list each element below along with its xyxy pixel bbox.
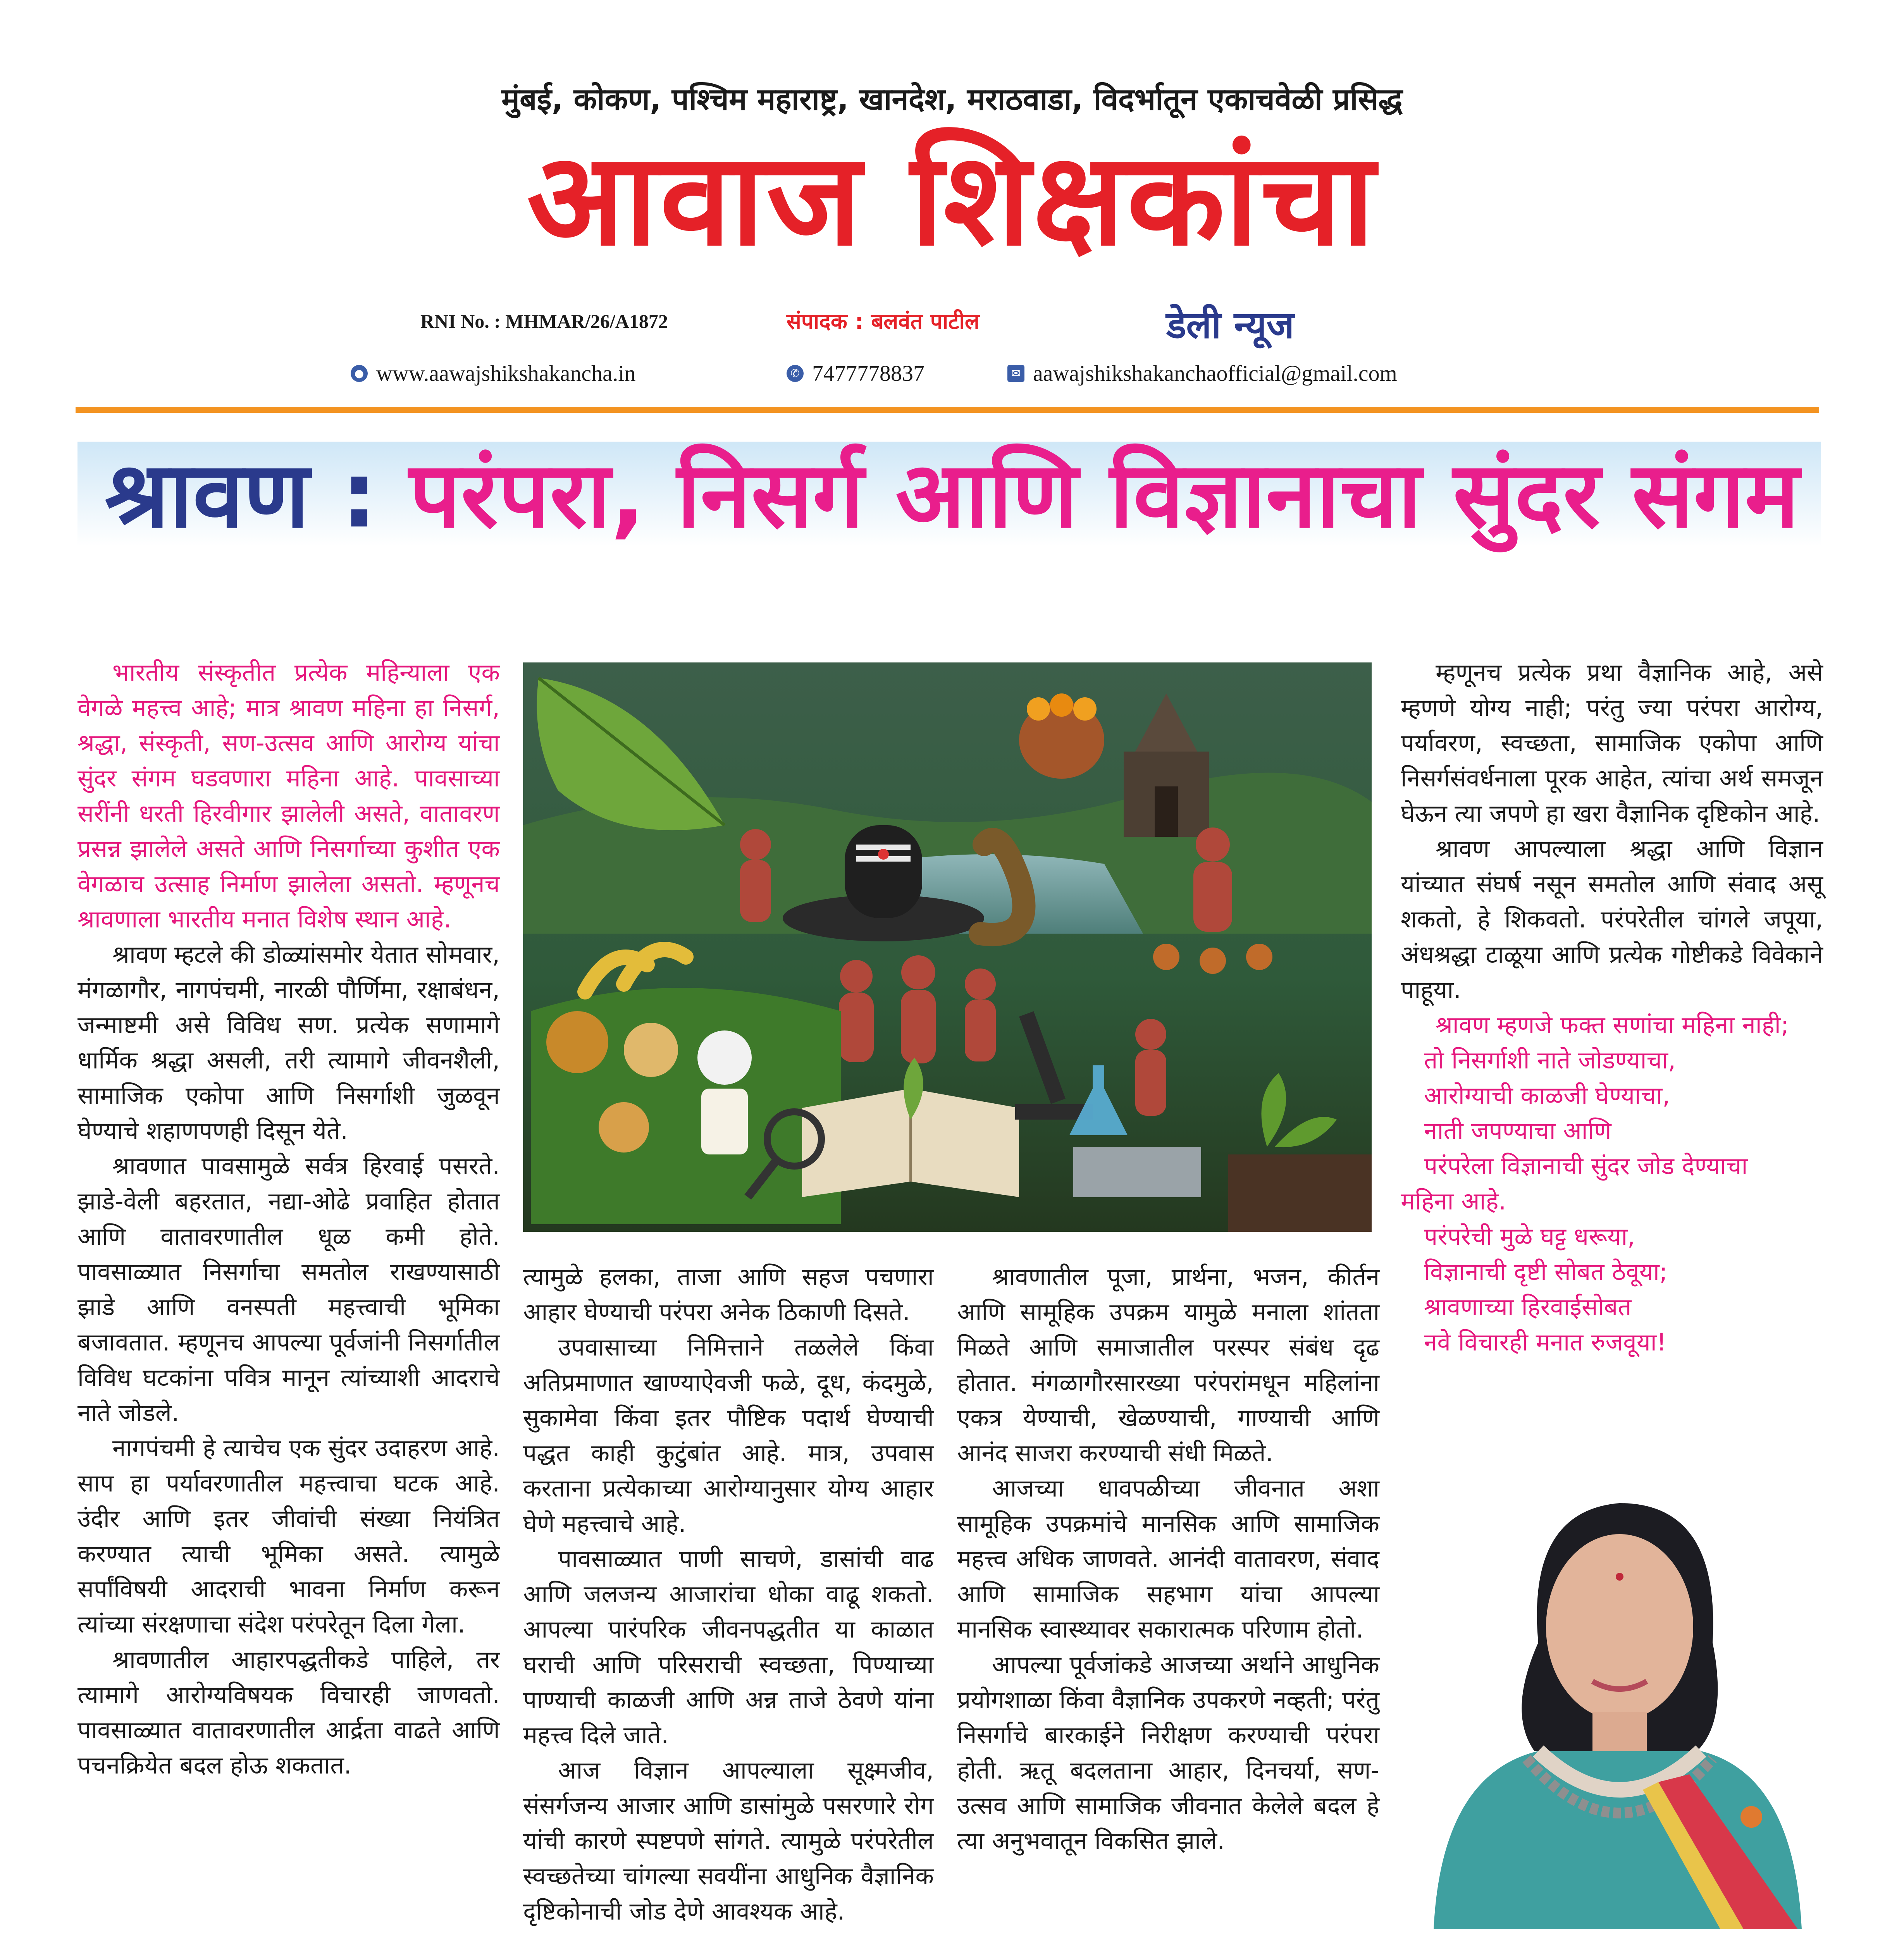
article-paragraph: श्रावणातील पूजा, प्रार्थना, भजन, कीर्तन आणि सामूहिक उपक्रम यामुळे मनाला शांतता मिळते आणि समाजातील परस्पर संबंध दृढ होतात. मंगळागौरसारख्या परंपरांमधून महिलांना एकत्र येण्याची, खेळण्याची, गाण्याची आणि आनंद साजरा करण्याची संधी मिळते. <box>957 1263 1379 1467</box>
closing-tail: महिना आहे. <box>1401 1187 1506 1215</box>
masthead-tagline: मुंबई, कोकण, पश्चिम महाराष्ट्र, खानदेश, मराठवाडा, विदर्भातून एकाचवेळी प्रसिद्ध <box>501 82 1403 117</box>
article-illustration <box>523 662 1372 1232</box>
phone-number[interactable]: 7477778837 <box>812 361 924 386</box>
article-paragraph: श्रावणात पावसामुळे सर्वत्र हिरवाई पसरते. झाडे-वेली बहरतात, नद्या-ओढे प्रवाहित होतात आणि वातावरणातील धूळ कमी होते. पावसाळ्यात निसर्गाचा समतोल राखण्यासाठी झाडे आणि वनस्पती महत्त्वाची भूमिका बजावतात. म्हणूनच आपल्या पूर्वजांनी निसर्गातील विविध घटकांना पवित्र मानून त्यांच्याशी आदराचे नाते जोडले. <box>77 1152 500 1427</box>
headline-part-1: श्रावण : <box>105 442 378 548</box>
poem-line: श्रावणाच्या हिरवाईसोबत <box>1424 1293 1632 1321</box>
article-paragraph: श्रावण आपल्याला श्रद्धा आणि विज्ञान यांच्यात संघर्ष नसून समतोल आणि संवाद असू शकतो, हे शिकवतो. परंपरेतील चांगले जपूया, अंधश्रद्धा टाळूया आणि प्रत्येक गोष्टीकडे विवेकाने पाहूया. <box>1401 834 1823 1004</box>
email-address[interactable]: aawajshikshakanchaofficial@gmail.com <box>1033 361 1397 386</box>
closing-line: नाती जपण्याचा आणि <box>1424 1116 1611 1145</box>
article-paragraph: आपल्या पूर्वजांकडे आजच्या अर्थाने आधुनिक प्रयोगशाळा किंवा वैज्ञानिक उपकरणे नव्हती; परंतु निसर्गाचे बारकाईने निरीक्षण करण्याची परंपरा होती. ऋतू बदलताना आहार, दिनचर्या, सण-उत्सव आणि सामाजिक जीवनात केलेले बदल हे त्या अनुभवातून विकसित झाले. <box>957 1650 1379 1855</box>
closing-line: तो निसर्गाशी नाते जोडण्याचा, <box>1424 1046 1676 1074</box>
article-paragraph: आज विज्ञान आपल्याला सूक्ष्मजीव, संसर्गजन्य आजार आणि डासांमुळे पसरणारे रोग यांची कारणे स्पष्टपणे सांगते. त्यामुळे परंपरेतील स्वच्छतेच्या चांगल्या सवयींना आधुनिक वैज्ञानिक दृष्टिकोनाची जोड देणे आवश्यक आहे. <box>523 1756 934 1925</box>
editor-credit: संपादक : बलवंत पाटील <box>787 309 980 334</box>
article-paragraph: नागपंचमी हे त्याचेच एक सुंदर उदाहरण आहे. साप हा पर्यावरणातील महत्त्वाचा घटक आहे. उंदीर आणि इतर जीवांची संख्या नियंत्रित करण्यात त्याची भूमिका असते. त्यामुळे सर्पांविषयी आदराची भावना निर्माण करून त्यांच्या संरक्षणाचा संदेश परंपरेतून दिला गेला. <box>77 1434 500 1638</box>
website-contact[interactable] <box>351 360 635 386</box>
article-column-2 <box>523 1259 934 1929</box>
article-intro: भारतीय संस्कृतीत प्रत्येक महिन्याला एक वेगळे महत्त्व आहे; मात्र श्रावण महिना हा निसर्ग, श्रद्धा, संस्कृती, सण-उत्सव आणि आरोग्य यांचा सुंदर संगम घडवणारा महिना आहे. पावसाच्या सरींनी धरती हिरवीगार झालेली असते, वातावरण प्रसन्न झालेले असते आणि निसर्गाच्या कुशीत एक वेगळाच उत्साह निर्माण झालेला असतो. म्हणूनच श्रावणाला भारतीय मनात विशेष स्थान आहे. <box>77 658 500 933</box>
article-paragraph: म्हणूनच प्रत्येक प्रथा वैज्ञानिक आहे, असे म्हणणे योग्य नाही; परंतु ज्या परंपरा आरोग्य, पर्यावरण, स्वच्छता, सामाजिक एकोपा आणि निसर्गसंवर्धनाला पूरक आहेत, त्यांचा अर्थ समजून घेऊन त्या जपणे हा खरा वैज्ञानिक दृष्टिकोन आहे. <box>1401 658 1823 827</box>
website-link[interactable]: www.aawajshikshakancha.in <box>376 361 636 386</box>
article-paragraph: श्रावणातील आहारपद्धतीकडे पाहिले, तर त्यामागे आरोग्यविषयक विचारही जाणवतो. पावसाळ्यात वातावरणातील आर्द्रता वाढते आणि पचनक्रियेत बदल होऊ शकतात. <box>77 1645 500 1779</box>
article-headline <box>0 442 1904 548</box>
headline-part-2: परंपरा, निसर्ग आणि विज्ञानाचा सुंदर संगम <box>409 442 1799 548</box>
rni-number: RNI No. : MHMAR/26/A1872 <box>420 310 668 332</box>
article-column-3 <box>957 1259 1379 1858</box>
article-paragraph-continued: त्यामुळे हलका, ताजा आणि सहज पचणारा आहार घेण्याची परंपरा अनेक ठिकाणी दिसते. <box>523 1263 934 1326</box>
article-paragraph: उपवासाच्या निमित्ताने तळलेले किंवा अतिप्रमाणात खाण्याऐवजी फळे, दूध, कंदमुळे, सुकामेवा किंवा इतर पौष्टिक पदार्थ घेण्याची पद्धत काही कुटुंबांत आहे. मात्र, उपवास करताना प्रत्येकाच्या आरोग्यानुसार योग्य आहार घेणे महत्त्वाचे आहे. <box>523 1333 934 1538</box>
article-column-4 <box>1401 655 1823 1360</box>
closing-lead: श्रावण म्हणजे फक्त सणांचा महिना नाही; <box>1436 1011 1789 1039</box>
article-paragraph: श्रावण म्हटले की डोळ्यांसमोर येतात सोमवार, मंगळागौर, नागपंचमी, नारळी पौर्णिमा, रक्षाबंधन, जन्माष्टमी असे विविध सण. प्रत्येक सणामागे धार्मिक श्रद्धा असली, तरी त्यामागे जीवनशैली, सामाजिक एकोपा आणि निसर्गाशी जुळवून घेण्याचे शहाणपणही दिसून येते. <box>77 940 500 1145</box>
author-photo <box>1410 1480 1821 1929</box>
closing-line: आरोग्याची काळजी घेण्याचा, <box>1424 1081 1670 1110</box>
article-paragraph: आजच्या धावपळीच्या जीवनात अशा सामूहिक उपक्रमांचे मानसिक आणि सामाजिक महत्त्व अधिक जाणवते. आनंदी वातावरण, संवाद आणि सामाजिक सहभाग यांचा आपल्या मानसिक स्वास्थ्यावर सकारात्मक परिणाम होतो. <box>957 1474 1379 1643</box>
header-divider <box>76 407 1819 413</box>
mail-icon: ✉ <box>1007 365 1024 382</box>
article-column-1 <box>77 655 500 1783</box>
poem-line: नवे विचारही मनात रुजवूया! <box>1424 1328 1666 1356</box>
email-contact[interactable] <box>1007 360 1397 386</box>
newspaper-title: आवाज शिक्षकांचा <box>527 125 1377 274</box>
article-paragraph: पावसाळ्यात पाणी साचणे, डासांची वाढ आणि जलजन्य आजारांचा धोका वाढू शकतो. आपल्या पारंपरिक जीवनपद्धतीत या काळात घराची आणि परिसराची स्वच्छता, पिण्याच्या पाण्याची काळजी आणि अन्न ताजे ठेवणे यांना महत्त्व दिले जाते. <box>523 1545 934 1749</box>
phone-icon: ✆ <box>787 365 804 382</box>
globe-icon: ● <box>351 365 368 382</box>
phone-contact[interactable] <box>787 360 924 386</box>
poem-line: विज्ञानाची दृष्टी सोबत ठेवूया; <box>1424 1258 1668 1286</box>
daily-news-label: डेली न्यूज <box>1166 303 1294 347</box>
closing-line: परंपरेला विज्ञानाची सुंदर जोड देण्याचा <box>1424 1152 1748 1180</box>
poem-line: परंपरेची मुळे घट्ट धरूया, <box>1424 1222 1635 1251</box>
